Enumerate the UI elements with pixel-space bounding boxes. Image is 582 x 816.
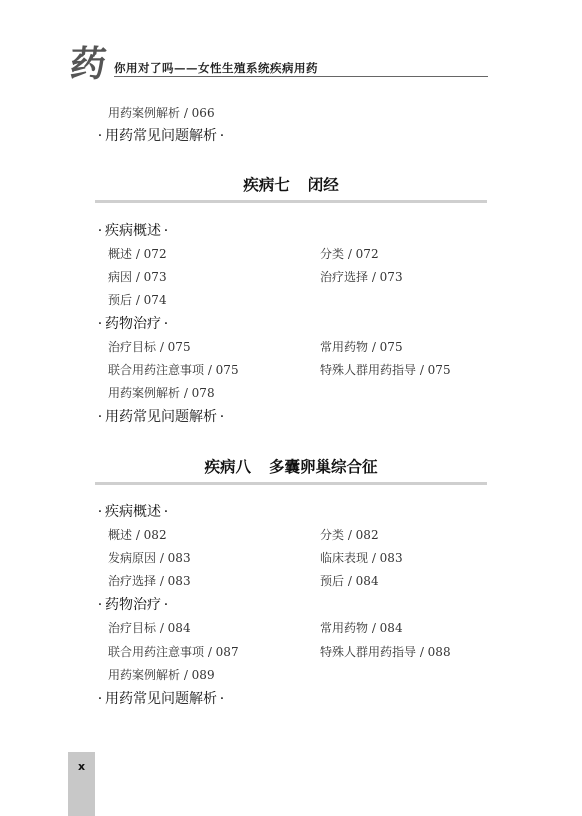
toc-section-overview[interactable]: [95, 222, 171, 240]
toc-entry[interactable]: 治疗选择 / 073: [320, 270, 403, 284]
section-label: 疾病概述: [105, 223, 161, 239]
chapter-divider: [95, 200, 487, 203]
chapter-title: [95, 457, 487, 477]
section-label: 用药常见问题解析: [105, 691, 217, 707]
toc-entry[interactable]: 临床表现 / 083: [320, 551, 403, 565]
bullet-dot-icon: ·: [97, 223, 103, 239]
section-label: 药物治疗: [105, 597, 161, 613]
bullet-dot-icon: ·: [219, 409, 225, 425]
chapter-divider: [95, 482, 487, 485]
toc-entry[interactable]: 分类 / 082: [320, 528, 379, 542]
toc-entry[interactable]: 病因 / 073: [108, 270, 167, 284]
chapter-name: 闭经: [307, 176, 339, 194]
bullet-dot-icon: ·: [97, 409, 103, 425]
header-divider: [114, 76, 488, 77]
toc-section-drug-therapy[interactable]: [95, 315, 171, 333]
toc-section-faq[interactable]: [95, 408, 227, 426]
toc-entry[interactable]: 联合用药注意事项 / 075: [108, 363, 239, 377]
toc-entry[interactable]: 特殊人群用药指导 / 088: [320, 645, 451, 659]
toc-entry[interactable]: 治疗选择 / 083: [108, 574, 191, 588]
chapter-name: 多囊卵巢综合征: [269, 458, 378, 476]
toc-entry[interactable]: 用药案例解析 / 078: [108, 386, 215, 400]
toc-entry[interactable]: 治疗目标 / 084: [108, 621, 191, 635]
toc-entry[interactable]: 用药案例解析 / 066: [108, 106, 215, 120]
chapter-title: [95, 175, 487, 195]
toc-entry[interactable]: 用药案例解析 / 089: [108, 668, 215, 682]
chapter-number: 疾病八: [204, 458, 251, 476]
toc-section-faq[interactable]: [95, 127, 227, 145]
bullet-dot-icon: ·: [163, 316, 169, 332]
bullet-dot-icon: ·: [97, 691, 103, 707]
header-logo: 药: [67, 43, 109, 85]
toc-entry[interactable]: 常用药物 / 075: [320, 340, 403, 354]
bullet-dot-icon: ·: [163, 504, 169, 520]
toc-entry[interactable]: 预后 / 084: [320, 574, 379, 588]
toc-entry[interactable]: 概述 / 082: [108, 528, 167, 542]
running-header: [67, 43, 488, 85]
bullet-dot-icon: ·: [97, 504, 103, 520]
section-label: 用药常见问题解析: [105, 128, 217, 144]
bullet-dot-icon: ·: [97, 128, 103, 144]
toc-entry[interactable]: 联合用药注意事项 / 087: [108, 645, 239, 659]
toc-section-drug-therapy[interactable]: [95, 596, 171, 614]
toc-entry[interactable]: 概述 / 072: [108, 247, 167, 261]
bullet-dot-icon: ·: [163, 597, 169, 613]
bullet-dot-icon: ·: [97, 597, 103, 613]
section-label: 用药常见问题解析: [105, 409, 217, 425]
chapter-number: 疾病七: [243, 176, 290, 194]
section-label: 药物治疗: [105, 316, 161, 332]
page-number-tab: [68, 752, 95, 816]
toc-entry[interactable]: 治疗目标 / 075: [108, 340, 191, 354]
toc-entry[interactable]: 常用药物 / 084: [320, 621, 403, 635]
bullet-dot-icon: ·: [97, 316, 103, 332]
toc-entry[interactable]: 发病原因 / 083: [108, 551, 191, 565]
toc-entry[interactable]: 预后 / 074: [108, 293, 167, 307]
header-title: 你用对了吗——女性生殖系统疾病用药: [114, 61, 318, 75]
toc-section-faq[interactable]: [95, 690, 227, 708]
toc-entry[interactable]: 分类 / 072: [320, 247, 379, 261]
bullet-dot-icon: ·: [219, 128, 225, 144]
page-number: x: [77, 760, 86, 773]
toc-section-overview[interactable]: [95, 503, 171, 521]
bullet-dot-icon: ·: [219, 691, 225, 707]
section-label: 疾病概述: [105, 504, 161, 520]
toc-entry[interactable]: 特殊人群用药指导 / 075: [320, 363, 451, 377]
bullet-dot-icon: ·: [163, 223, 169, 239]
